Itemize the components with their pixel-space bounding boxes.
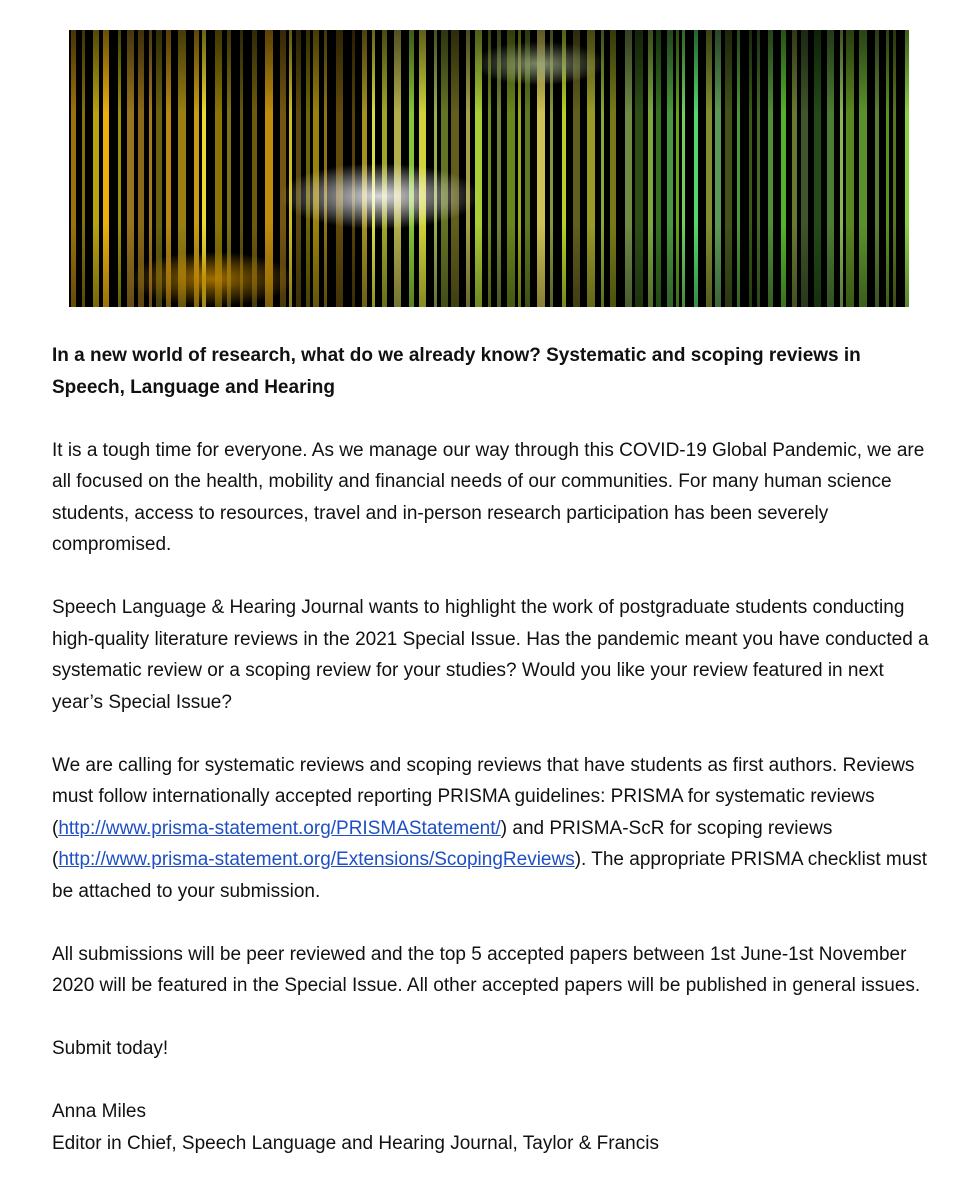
guidelines-text-1: We are calling for systematic reviews and scoping reviews that have students as first authors. Reviews must follow internationally accepted reporting PRISMA guidelines: PRISMA for systematic reviews (	[52, 754, 915, 839]
stripes-graphic	[69, 30, 909, 307]
article-headline: In a new world of research, what do we already know? Systematic and scoping reviews in Speech, Language and Hearing	[52, 345, 861, 398]
paragraph-guidelines	[52, 750, 932, 908]
banner-image	[69, 30, 909, 307]
guidelines-text-3: ). The appropriate PRISMA checklist must be attached to your submission.	[52, 849, 928, 902]
paragraph-review-process: All submissions will be peer reviewed and the top 5 accepted papers between 1st June-1st November 2020 will be featured in the Special Issue. All other accepted papers will be published in general issues.	[52, 943, 921, 996]
paragraph-call-to-students: Speech Language & Hearing Journal wants to highlight the work of postgraduate students conducting high-quality literature reviews in the 2021 Special Issue. Has the pandemic meant you have conducted a systematic review or a scoping review for your studies? Would you like your review featured in next year’s Special Issue?	[52, 597, 929, 713]
signature	[52, 1096, 932, 1159]
submit-today-text: Submit today!	[52, 1038, 169, 1059]
prisma-scoping-link[interactable]: http://www.prisma-statement.org/Extensions/ScopingReviews	[58, 849, 575, 870]
paragraph-intro: It is a tough time for everyone. As we manage our way through this COVID-19 Global Pandemic, we are all focused on the health, mobility and financial needs of our communities. For many human science students, access to resources, travel and in-person research participation has been severely compromised.	[52, 439, 925, 555]
article-body	[52, 340, 932, 1159]
guidelines-text-2: ) and PRISMA-ScR for scoping reviews (	[52, 817, 833, 870]
signature-title: Editor in Chief, Speech Language and Hearing Journal, Taylor & Francis	[52, 1132, 659, 1154]
signature-name: Anna Miles	[52, 1101, 146, 1122]
prisma-statement-link[interactable]: http://www.prisma-statement.org/PRISMAStatement/	[58, 817, 501, 839]
